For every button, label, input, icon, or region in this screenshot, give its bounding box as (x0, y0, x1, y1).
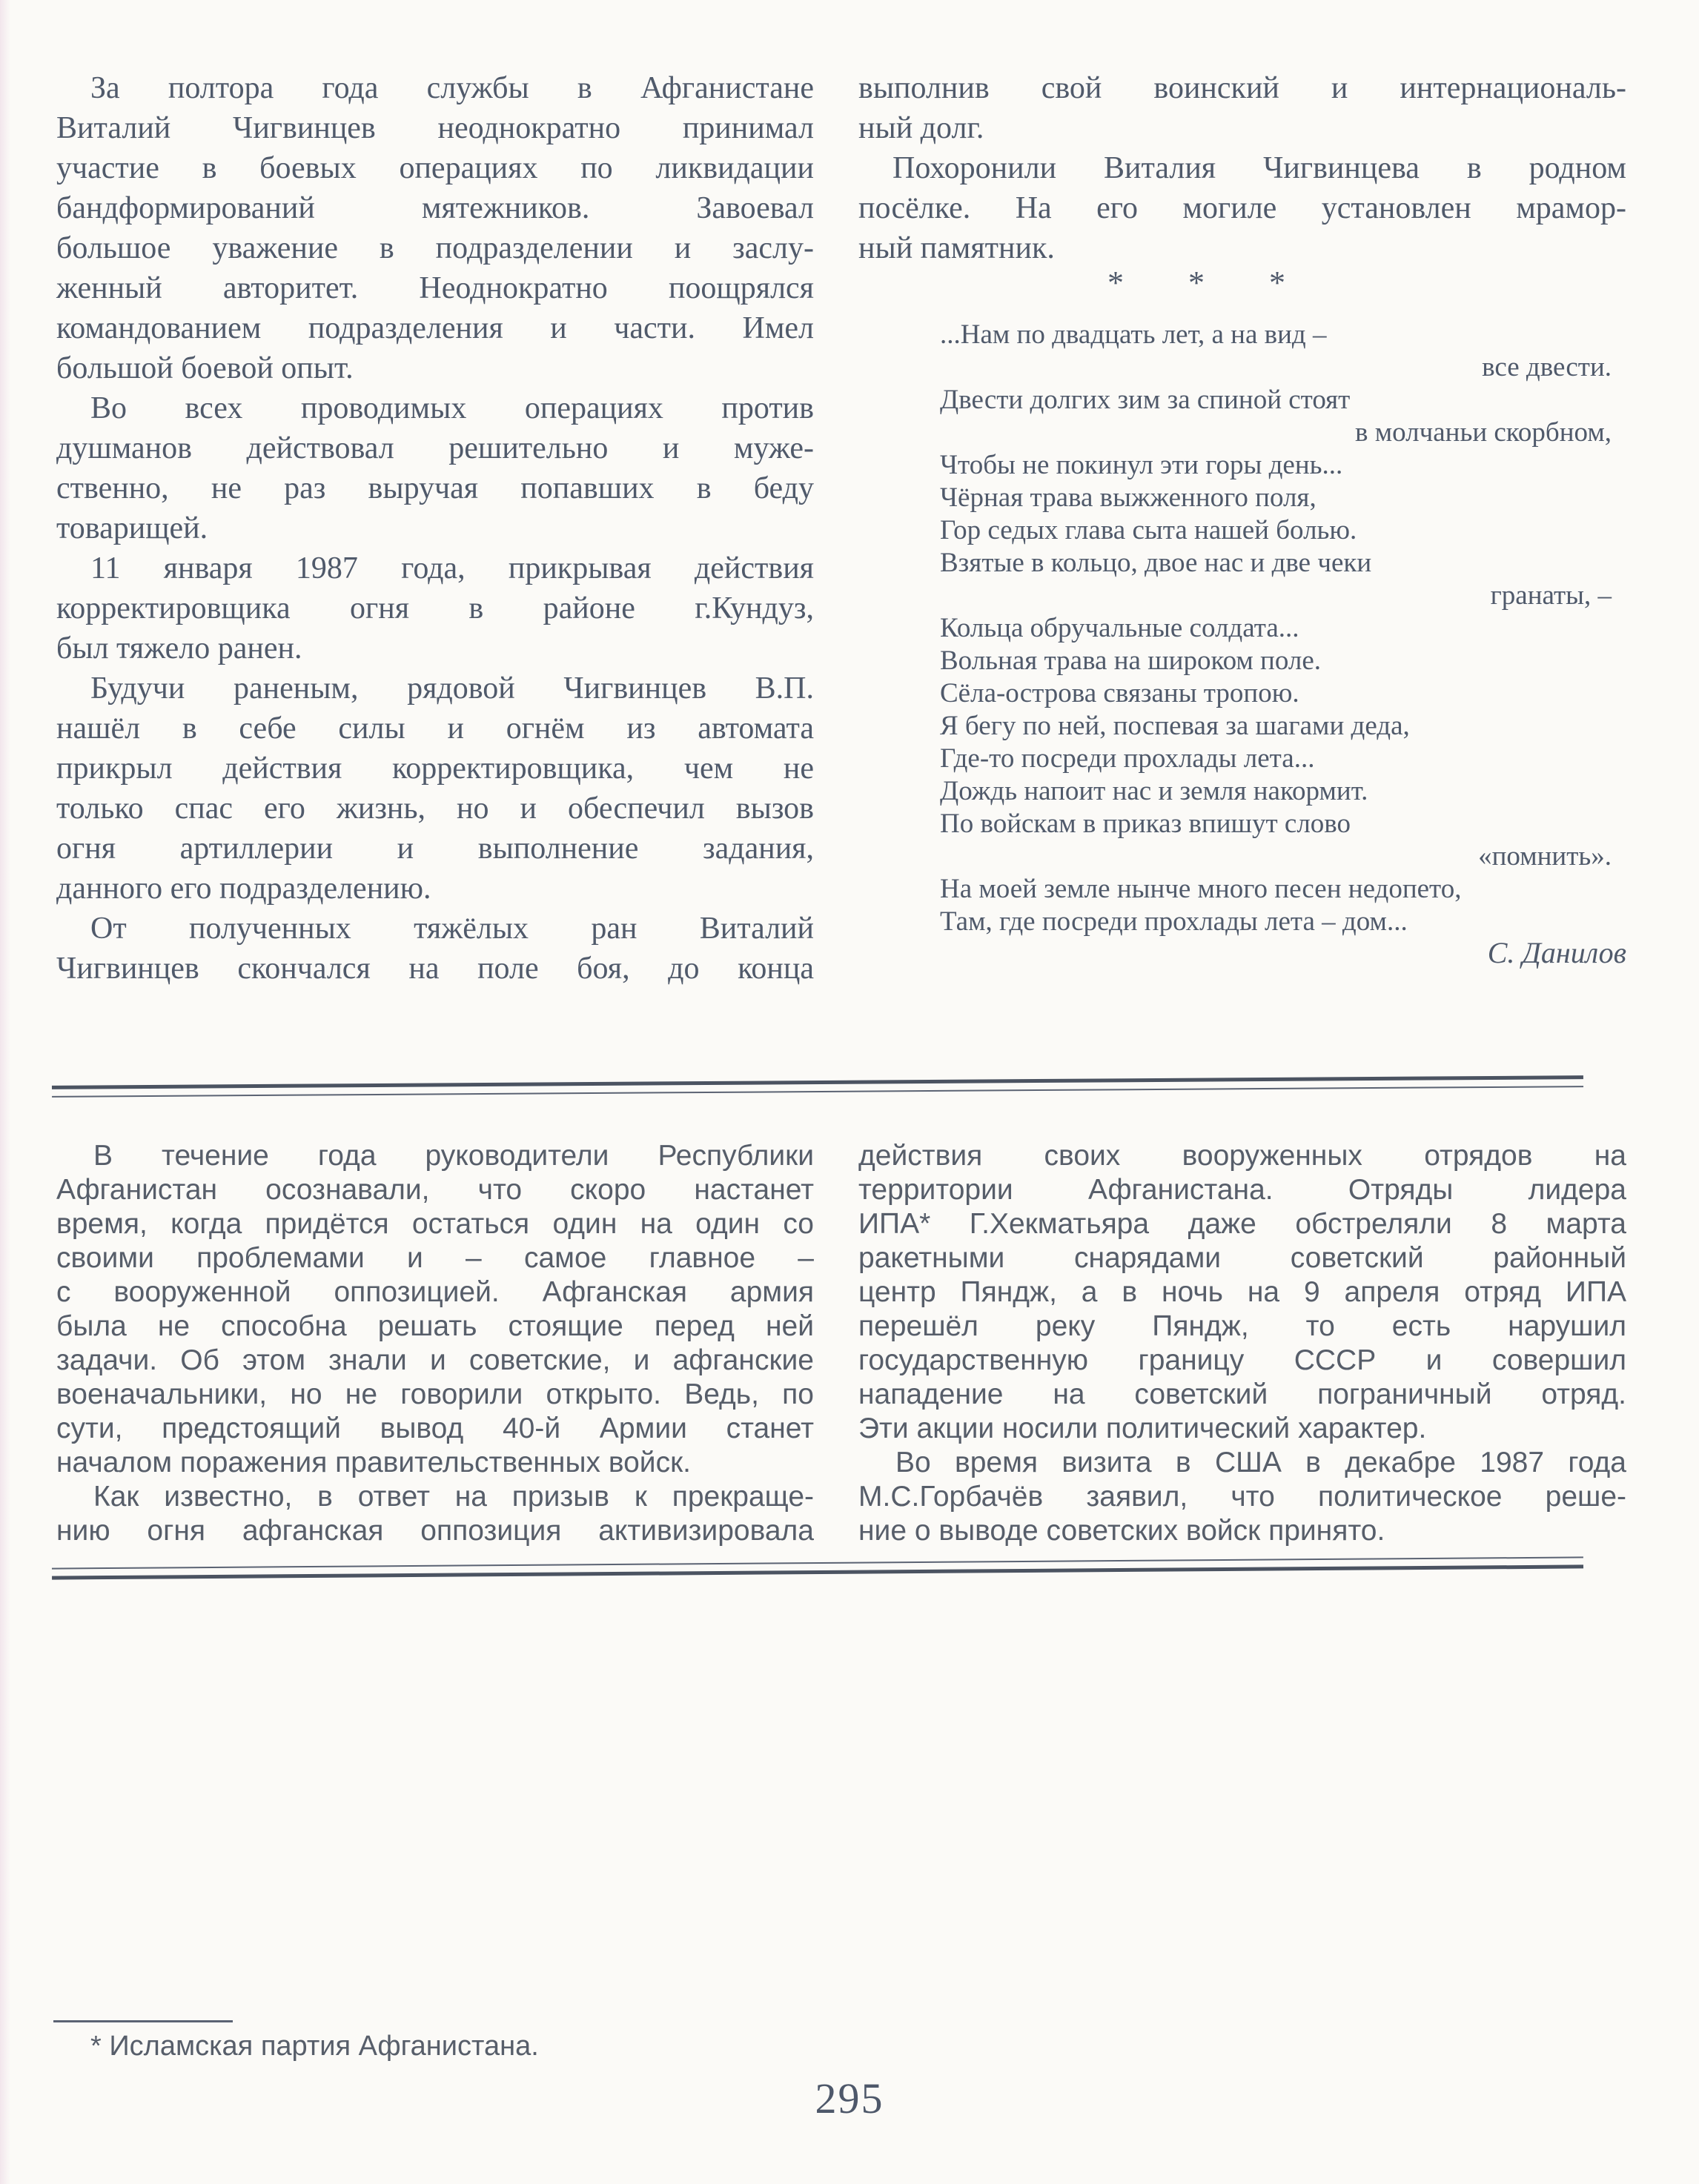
text-line: была не способна решать стоящие перед ней (56, 1310, 814, 1342)
text-line: нашёл в себе силы и огнём из автомата (56, 711, 814, 746)
text-line: командованием подразделения и части. Имел (56, 311, 814, 345)
text-line: душманов действовал решительно и муже- (56, 431, 814, 465)
text-line: перешёл реку Пяндж, то есть нарушил (858, 1310, 1626, 1342)
text-line: Похоронили Виталия Чигвинцева в родном (892, 151, 1626, 185)
text-line: участие в боевых операциях по ликвидации (56, 151, 814, 185)
text-line: выполнив свой воинский и интернациональ- (858, 71, 1626, 105)
poem-line: По войскам в приказ впишут слово (940, 809, 1351, 839)
text-line: огня артиллерии и выполнение задания, (56, 832, 814, 866)
text-line: Афганистан осознавали, что скоро настанет (56, 1174, 814, 1206)
footnote-text: * Исламская партия Афганистана. (90, 2031, 539, 2062)
memorial-text-left-column (56, 68, 814, 989)
text-line: данного его подразделению. (56, 872, 431, 906)
text-line: За полтора года службы в Афганистане (90, 71, 814, 105)
text-line: ный памятник. (858, 231, 1055, 265)
poem-line: все двести. (1482, 352, 1612, 382)
text-line: центр Пяндж, а в ночь на 9 апреля отряд ИПА (858, 1276, 1626, 1308)
text-line: Чигвинцев скончался на поле боя, до конца (56, 952, 814, 986)
poem-line: Гор седых глава сыта нашей болью. (940, 515, 1357, 545)
text-line: был тяжело ранен. (56, 631, 302, 666)
page-number: 295 (815, 2074, 884, 2122)
text-line: посёлке. На его могиле установлен мрамор- (858, 191, 1626, 225)
poem-line: Где-то посреди прохлады лета... (940, 743, 1315, 774)
text-line: В течение года руководители Республики (93, 1140, 814, 1172)
poem-line: Сёла-острова связаны тропою. (940, 678, 1299, 708)
poem-line: Вольная трава на широком поле. (940, 645, 1321, 676)
text-line: началом поражения правительственных войск. (56, 1447, 691, 1478)
text-line: территории Афганистана. Отряды лидера (858, 1174, 1626, 1206)
text-line: нию огня афганская оппозиция активизировала (56, 1515, 814, 1547)
text-line: военачальники, но не говорили открыто. Ведь, по (56, 1378, 814, 1410)
text-line: сути, предстоящий вывод 40-й Армии станет (56, 1413, 814, 1444)
text-line: Эти акции носили политический характер. (858, 1413, 1427, 1444)
text-line: ный долг. (858, 111, 984, 145)
text-line: только спас его жизнь, но и обеспечил вызов (56, 791, 814, 826)
text-line: Будучи раненым, рядовой Чигвинцев В.П. (90, 671, 814, 706)
text-line: нападение на советский пограничный отряд. (858, 1378, 1626, 1410)
separator-rule-top (52, 1075, 1583, 1098)
commentary-left-column (56, 1139, 814, 1548)
text-line: ственно, не раз выручая попавших в беду (56, 471, 814, 505)
text-line: Как известно, в ответ на призыв к прекраще- (93, 1481, 814, 1513)
text-line: ракетными снарядами советский районный (858, 1242, 1626, 1274)
text-line: Во время визита в США в декабре 1987 года (895, 1447, 1626, 1478)
text-line: товарищей. (56, 511, 208, 545)
footnote-rule (53, 2020, 233, 2022)
text-line: большое уважение в подразделении и заслу- (56, 231, 814, 265)
text-line: Во всех проводимых операциях против (90, 391, 814, 425)
poem-line: Дождь напоит нас и земля накормит. (940, 776, 1368, 806)
poem-line: гранаты, – (1490, 580, 1612, 611)
poem-line: Чёрная трава выжженного поля, (940, 482, 1317, 513)
scan-edge-tint (0, 0, 10, 2184)
text-line: Виталий Чигвинцев неоднократно принимал (56, 111, 814, 145)
poem-line: Там, где посреди прохлады лета – дом... (940, 906, 1408, 937)
poem-line: ...Нам по двадцать лет, а на вид – (940, 319, 1327, 350)
poem-line: Чтобы не покинул эти горы день... (940, 450, 1343, 480)
text-line: прикрыл действия корректировщика, чем не (56, 751, 814, 786)
text-line: От полученных тяжёлых ран Виталий (90, 912, 814, 946)
text-line: с вооруженной оппозицией. Афганская армия (56, 1276, 814, 1308)
poem-line: в молчаньи скорбном, (1355, 417, 1612, 448)
poem-author-signature: С. Данилов (1487, 936, 1626, 969)
text-line: 11 января 1987 года, прикрывая действия (90, 551, 814, 585)
text-line: женный авторитет. Неоднократно поощрялся (56, 271, 814, 305)
memorial-text-right-column (858, 68, 1626, 268)
poem-line: «помнить». (1478, 841, 1612, 872)
poem-line: Я бегу по ней, поспевая за шагами деда, (940, 711, 1410, 741)
text-line: большой боевой опыт. (56, 351, 354, 385)
text-line: государственную границу СССР и совершил (858, 1344, 1626, 1376)
text-line: М.С.Горбачёв заявил, что политическое реше- (858, 1481, 1626, 1513)
separator-rule-bottom (52, 1556, 1583, 1579)
text-line: корректировщика огня в районе г.Кундуз, (56, 591, 814, 625)
text-line: ние о выводе советских войск принято. (858, 1515, 1385, 1547)
text-line: время, когда придётся остаться один на один со (56, 1208, 814, 1240)
text-line: действия своих вооруженных отрядов на (858, 1140, 1626, 1172)
section-divider-stars: * * * (1107, 265, 1314, 301)
text-line: задачи. Об этом знали и советские, и афганские (56, 1344, 814, 1376)
poem-line: Взятые в кольцо, двое нас и две чеки (940, 548, 1372, 578)
text-line: ИПА* Г.Хекматьяра даже обстреляли 8 марта (858, 1208, 1626, 1240)
poem-line: Кольца обручальные солдата... (940, 613, 1299, 643)
text-line: бандформирований мятежников. Завоевал (56, 191, 814, 225)
text-line: своими проблемами и – самое главное – (56, 1242, 814, 1274)
poem-line: На моей земле нынче много песен недопето, (940, 874, 1462, 904)
commentary-right-column (858, 1139, 1626, 1548)
poem-block (940, 319, 1612, 938)
poem-line: Двести долгих зим за спиной стоят (940, 385, 1351, 415)
